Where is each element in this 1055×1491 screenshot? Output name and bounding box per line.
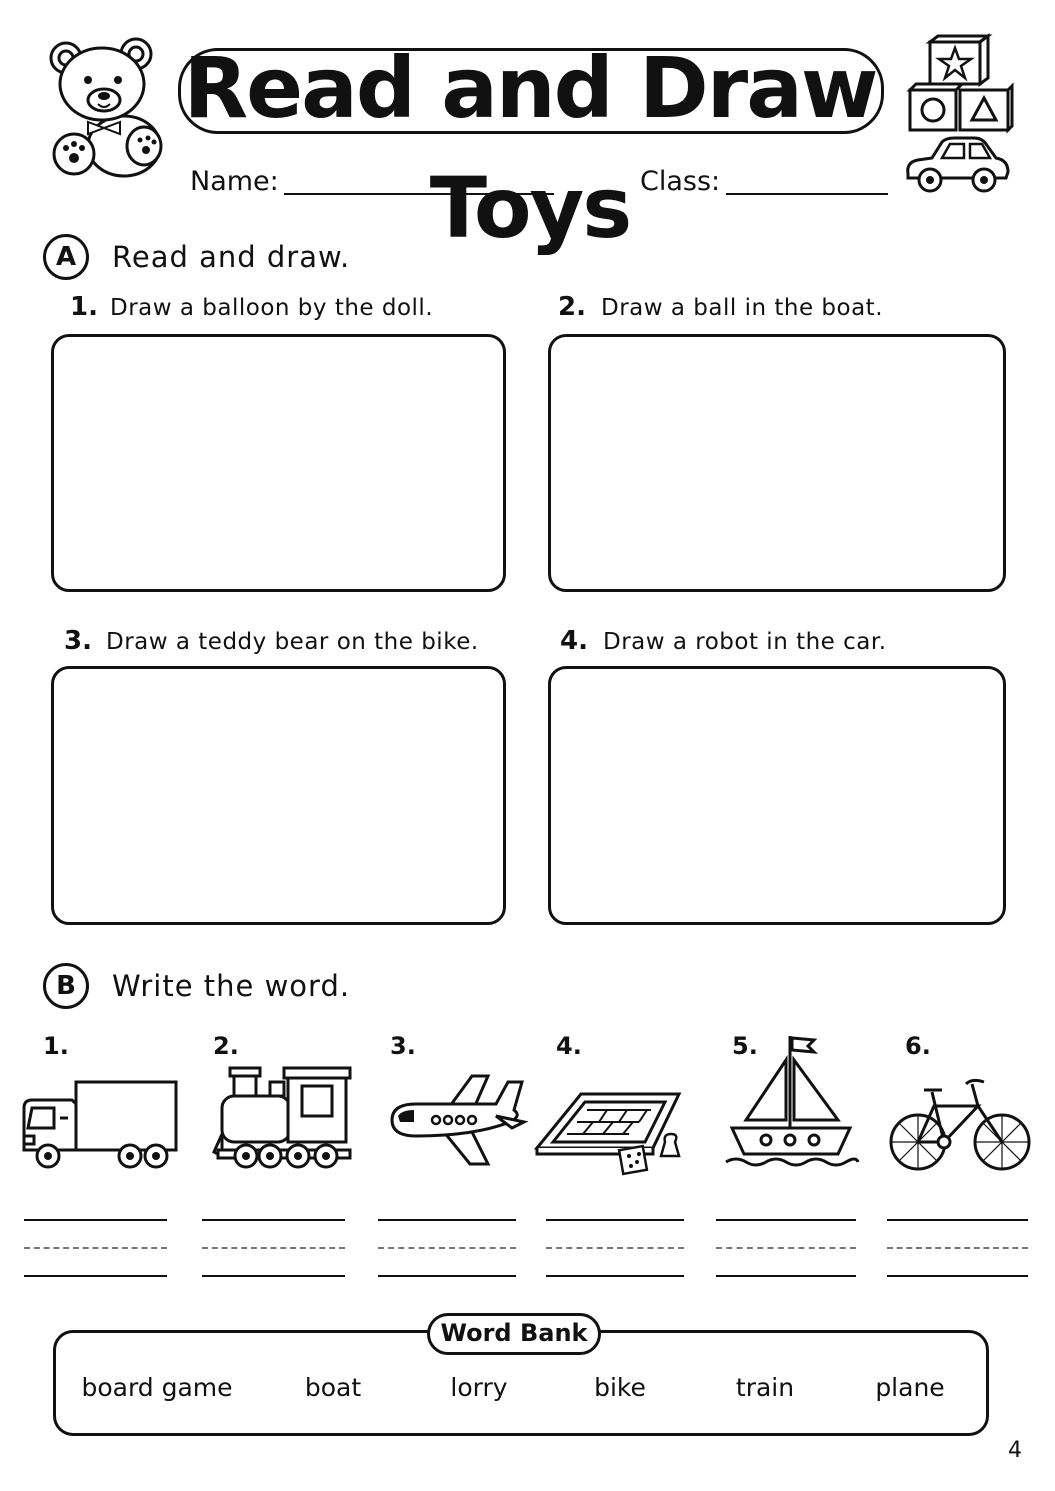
lorry-icon (20, 1078, 180, 1172)
item-instruction: Draw a ball in the boat. (601, 295, 884, 321)
writing-line-guide (202, 1247, 345, 1249)
page-number: 4 (1008, 1438, 1022, 1463)
word-bank-title: Word Bank (427, 1313, 601, 1355)
writing-line-guide (716, 1247, 856, 1249)
picture-number: 2. (213, 1032, 239, 1060)
board-game-icon (533, 1090, 685, 1180)
name-field[interactable] (284, 193, 554, 195)
picture-number: 3. (390, 1032, 416, 1060)
picture-number: 4. (556, 1032, 582, 1060)
section-b-badge: B (43, 963, 89, 1009)
writing-line-guide (378, 1247, 516, 1249)
section-a-heading: Read and draw. (112, 240, 351, 274)
writing-line[interactable] (24, 1219, 167, 1221)
writing-line[interactable] (546, 1219, 684, 1221)
bike-icon (888, 1074, 1032, 1174)
name-label: Name: (190, 166, 279, 197)
drawing-box[interactable] (548, 666, 1006, 925)
writing-line-guide (24, 1247, 167, 1249)
writing-line[interactable] (716, 1219, 856, 1221)
item-number: 2. (558, 292, 586, 322)
writing-line[interactable] (202, 1219, 345, 1221)
class-field[interactable] (726, 193, 888, 195)
toy-blocks-icon (902, 34, 1017, 134)
section-a-badge: A (43, 234, 89, 280)
page-title: Read and Draw Toys (183, 39, 877, 257)
word-bank-word: board game (81, 1373, 233, 1402)
word-bank-word: plane (875, 1373, 945, 1402)
writing-line[interactable] (546, 1275, 684, 1277)
writing-line[interactable] (887, 1275, 1028, 1277)
writing-line[interactable] (887, 1219, 1028, 1221)
word-bank-word: train (735, 1373, 795, 1402)
class-label: Class: (640, 166, 721, 197)
boat-icon (724, 1032, 858, 1172)
section-b-heading: Write the word. (112, 969, 351, 1003)
picture-number: 1. (43, 1032, 69, 1060)
word-bank-word: boat (304, 1373, 362, 1402)
toy-car-icon (902, 134, 1012, 194)
train-icon (208, 1064, 354, 1172)
word-bank-word: bike (594, 1373, 646, 1402)
writing-line[interactable] (202, 1275, 345, 1277)
writing-line-guide (546, 1247, 684, 1249)
teddy-bear-icon (44, 36, 164, 176)
word-bank-word: lorry (450, 1373, 508, 1402)
writing-line[interactable] (378, 1219, 516, 1221)
plane-icon (384, 1072, 528, 1168)
item-instruction: Draw a teddy bear on the bike. (106, 629, 479, 655)
writing-line-guide (887, 1247, 1028, 1249)
picture-number: 5. (732, 1032, 758, 1060)
drawing-box[interactable] (548, 334, 1006, 592)
writing-line[interactable] (378, 1275, 516, 1277)
item-instruction: Draw a robot in the car. (603, 629, 887, 655)
drawing-box[interactable] (51, 334, 506, 592)
item-number: 4. (560, 626, 588, 656)
picture-number: 6. (905, 1032, 931, 1060)
writing-line[interactable] (24, 1275, 167, 1277)
item-instruction: Draw a balloon by the doll. (110, 295, 434, 321)
item-number: 1. (70, 292, 98, 322)
drawing-box[interactable] (51, 666, 506, 925)
writing-line[interactable] (716, 1275, 856, 1277)
item-number: 3. (64, 626, 92, 656)
